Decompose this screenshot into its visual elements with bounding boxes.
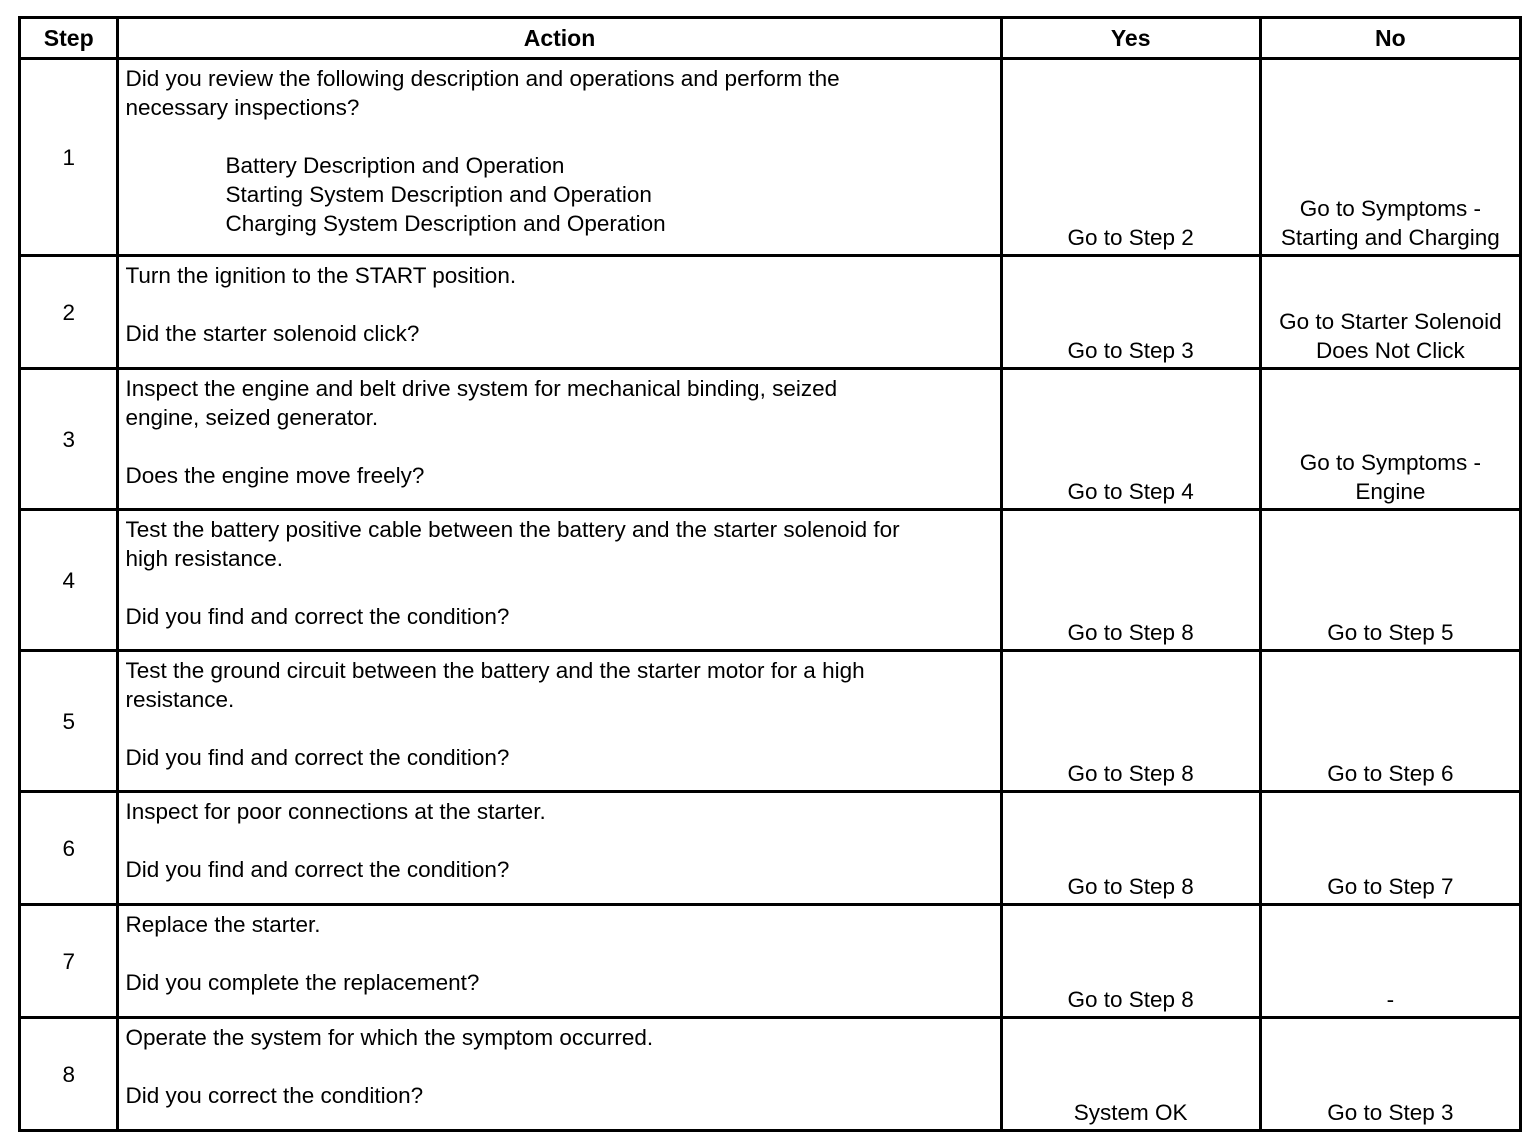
action-text: Inspect the engine and belt drive system for mechanical binding, seized	[125, 376, 838, 401]
step-number: 5	[20, 651, 118, 792]
step-number: 3	[20, 369, 118, 510]
no-result	[1260, 1018, 1520, 1131]
action-cell	[118, 1018, 1001, 1131]
question-text: Did you correct the condition?	[125, 1083, 424, 1108]
step-number: 4	[20, 510, 118, 651]
action-text: engine, seized generator.	[125, 405, 379, 430]
step-number: 2	[20, 256, 118, 369]
question-text: Did you complete the replacement?	[125, 970, 480, 995]
step-number: 7	[20, 905, 118, 1018]
table-row	[20, 905, 1521, 1018]
no-text: Go to Step 3	[1327, 1100, 1454, 1125]
action-text: Test the ground circuit between the battery and the starter motor for a high	[125, 658, 865, 683]
action-cell	[118, 59, 1001, 256]
list-item: Charging System Description and Operation	[225, 211, 666, 236]
action-text: Test the battery positive cable between the battery and the starter solenoid for	[125, 517, 900, 542]
table-row	[20, 792, 1521, 905]
question-text: Did you find and correct the condition?	[125, 745, 510, 770]
yes-result	[1001, 905, 1260, 1018]
yes-result	[1001, 59, 1260, 256]
question-text: Does the engine move freely?	[125, 463, 425, 488]
no-text: Go to Step 5	[1327, 620, 1454, 645]
table-row	[20, 510, 1521, 651]
no-text: Go to Step 7	[1327, 874, 1454, 899]
no-result	[1260, 792, 1520, 905]
no-result	[1260, 510, 1520, 651]
no-result	[1260, 256, 1520, 369]
no-result	[1260, 651, 1520, 792]
no-text: Engine	[1355, 479, 1426, 504]
action-cell	[118, 792, 1001, 905]
table-row	[20, 651, 1521, 792]
header-action: Action	[118, 18, 1001, 59]
yes-text: Go to Step 8	[1067, 874, 1194, 899]
no-result	[1260, 905, 1520, 1018]
action-text: Did you review the following description and operations and perform the	[125, 66, 840, 91]
diagnostic-table	[18, 16, 1522, 1132]
no-text: -	[1386, 987, 1395, 1012]
action-text: Operate the system for which the symptom occurred.	[125, 1025, 654, 1050]
table-row	[20, 1018, 1521, 1131]
yes-text: System OK	[1073, 1100, 1188, 1125]
action-text: high resistance.	[125, 546, 284, 571]
no-text: Go to Symptoms -	[1299, 450, 1482, 475]
no-text: Starting and Charging	[1280, 225, 1500, 250]
action-cell	[118, 905, 1001, 1018]
no-text: Does Not Click	[1315, 338, 1465, 363]
yes-result	[1001, 510, 1260, 651]
no-result	[1260, 369, 1520, 510]
yes-text: Go to Step 8	[1067, 761, 1194, 786]
action-text: Turn the ignition to the START position.	[125, 263, 517, 288]
action-text: necessary inspections?	[125, 95, 360, 120]
header-no: No	[1260, 18, 1520, 59]
no-text: Go to Step 6	[1327, 761, 1454, 786]
header-step: Step	[20, 18, 118, 59]
question-text: Did the starter solenoid click?	[125, 321, 420, 346]
yes-text: Go to Step 3	[1067, 338, 1194, 363]
step-number: 6	[20, 792, 118, 905]
no-text: Go to Symptoms -	[1299, 196, 1482, 221]
list-item: Battery Description and Operation	[225, 153, 565, 178]
table-row	[20, 369, 1521, 510]
table-row	[20, 256, 1521, 369]
yes-result	[1001, 256, 1260, 369]
no-text: Go to Starter Solenoid	[1279, 309, 1502, 334]
list-item: Starting System Description and Operation	[225, 182, 652, 207]
action-cell	[118, 651, 1001, 792]
header-row	[20, 18, 1521, 59]
header-yes: Yes	[1001, 18, 1260, 59]
yes-text: Go to Step 8	[1067, 620, 1194, 645]
yes-result	[1001, 792, 1260, 905]
action-cell	[118, 369, 1001, 510]
step-number: 8	[20, 1018, 118, 1131]
yes-result	[1001, 369, 1260, 510]
yes-text: Go to Step 8	[1067, 987, 1194, 1012]
table-row	[20, 59, 1521, 256]
question-text: Did you find and correct the condition?	[125, 857, 510, 882]
step-number: 1	[20, 59, 118, 256]
yes-result	[1001, 1018, 1260, 1131]
action-text: Inspect for poor connections at the starter.	[125, 799, 546, 824]
yes-text: Go to Step 4	[1067, 479, 1194, 504]
action-cell	[118, 256, 1001, 369]
yes-result	[1001, 651, 1260, 792]
question-text: Did you find and correct the condition?	[125, 604, 510, 629]
action-text: Replace the starter.	[125, 912, 321, 937]
no-result	[1260, 59, 1520, 256]
action-text: resistance.	[125, 687, 235, 712]
action-cell	[118, 510, 1001, 651]
yes-text: Go to Step 2	[1067, 225, 1194, 250]
